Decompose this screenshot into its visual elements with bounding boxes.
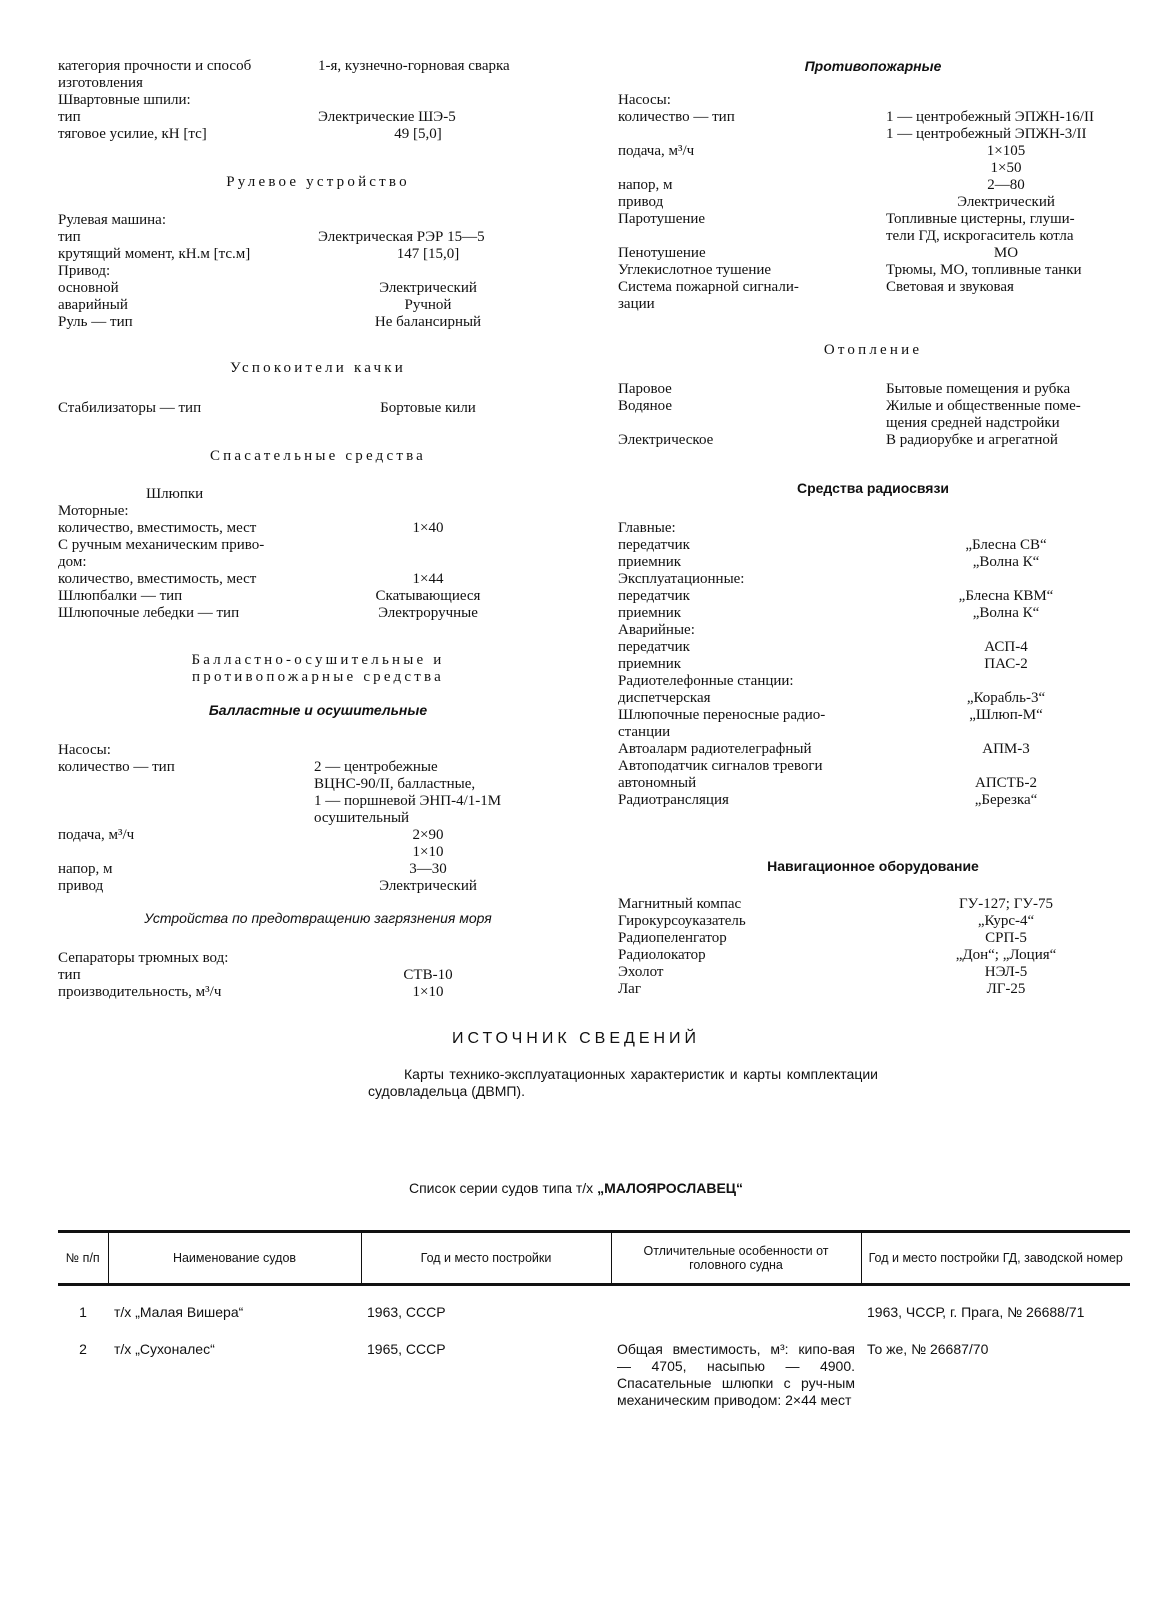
value-line: ВЦНС-90/II, балластные, [314,776,476,792]
value-line: „Березка“ [974,792,1038,808]
text-line: автономный [618,775,697,791]
value-line: АСП-4 [984,639,1028,655]
text-line: Радиопеленгатор [618,930,727,946]
series-title-name: „МАЛОЯРОСЛАВЕЦ“ [597,1180,744,1196]
text-line: Привод: [58,263,111,279]
value-line: 1×105 [986,143,1026,159]
value-line: 1 — центробежный ЭПЖН-16/II [886,109,1094,125]
text-line: напор, м [58,861,113,877]
text-line: диспетчерская [618,690,711,706]
value-line: 1×44 [412,571,444,587]
cell-engine: То же, № 26687/70 [867,1341,989,1357]
value-line: щения средней надстройки [886,415,1060,431]
table-row [58,1285,1130,1342]
text-line: Насосы: [58,742,111,758]
value-line: СТВ-10 [403,967,453,983]
text-line: привод [58,878,104,894]
value-line: ГУ-127; ГУ-75 [959,896,1053,912]
subsection-heading: Шлюпки [146,486,204,502]
text-line: передатчик [618,537,690,553]
text-line: тип [58,229,81,245]
section-heading: Спасательные средства [209,448,427,464]
source-paragraph: Карты технико-эксплуатационных характеристик и карты комплектации судовладельца (ДВМП). [368,1066,878,1099]
value-line: 1×50 [990,160,1022,176]
cell-num: 2 [79,1341,87,1357]
text-line: Рулевая машина: [58,212,166,228]
text-line: передатчик [618,639,690,655]
text-line: Радиотелефонные станции: [618,673,794,689]
cell-name: т/х „Малая Вишера“ [114,1304,244,1320]
value-line: 1-я, кузнечно-горновая сварка [318,58,510,74]
series-title-prefix: Список серии судов типа т/х [408,1180,598,1196]
value-line: АПМ-3 [982,741,1030,757]
text-line: аварийный [58,297,128,313]
section-heading: Средства радиосвязи [796,480,950,496]
value-line: 147 [15,0] [396,246,460,262]
value-line: Трюмы, МО, топливные танки [886,262,1082,278]
value-line: тели ГД, искрогаситель котла [886,228,1074,244]
text-line: Насосы: [618,92,671,108]
value-line: 1 — поршневой ЭНП-4/1-1М [314,793,502,809]
column-header: Наименование судов [108,1232,361,1285]
subsection-heading: Противопожарные [804,58,942,74]
value-line: „Корабль-3“ [966,690,1046,706]
text-line: тяговое усилие, кН [тс] [58,126,207,142]
text-line: Шлюпочные лебедки — тип [58,605,240,621]
text-line: Автоаларм радиотелеграфный [618,741,812,757]
text-line: Автоподатчик сигналов тревоги [618,758,823,774]
subsection-heading: Балластные и осушительные [208,702,428,718]
source-title: ИСТОЧНИК СВЕДЕНИЙ [451,1030,701,1047]
value-line: Электрический [957,194,1055,210]
section-heading: Отопление [823,342,923,358]
text-line: Система пожарной сигнали- [618,279,799,295]
text-line: количество — тип [618,109,735,125]
text-line: Аварийные: [618,622,695,638]
section-heading: Рулевое устройство [226,174,410,190]
source-text [368,1066,878,1100]
value-line: Бортовые кили [380,400,476,416]
cell-name: т/х „Сухоналес“ [114,1341,215,1357]
text-line: Гирокурсоуказатель [618,913,746,929]
text-line: подача, м³/ч [618,143,695,159]
text-line: Радиолокатор [618,947,706,963]
text-line: изготовления [58,75,143,91]
text-line: количество, вместимость, мест [58,520,257,536]
cell-engine: 1963, ЧССР, г. Прага, № 26688/71 [867,1304,1085,1320]
value-line: Электрический [379,878,477,894]
section-heading: противопожарные средства [192,669,444,685]
text-line: основной [58,280,119,296]
value-line: 1×40 [412,520,444,536]
column-header: Отличительные особенности от головного судна [611,1232,861,1285]
value-line: Не балансирный [374,314,482,330]
section-heading: Балластно-осушительные и [191,652,445,668]
value-line: Ручной [404,297,452,313]
cell-features: Общая вместимость, м³: кипо-вая — 4705, насыпью — 4900. Спасательные шлюпки с руч-ным механическим приводом: 2×44 мест [617,1341,855,1408]
column-header: № п/п [65,1251,100,1265]
text-line: приемник [618,605,682,621]
text-line: Пенотушение [618,245,706,261]
value-line: 1 — центробежный ЭПЖН-3/II [886,126,1087,142]
value-line: ПАС-2 [984,656,1028,672]
value-line: 3—30 [409,861,447,877]
value-line: „Дон“; „Лоция“ [955,947,1057,963]
text-line: станции [618,724,671,740]
text-line: количество, вместимость, мест [58,571,257,587]
text-line: Углекислотное тушение [618,262,772,278]
value-line: Электрические ШЭ-5 [318,109,456,125]
value-line: В радиорубке и агрегатной [886,432,1058,448]
value-line: „Шлюп-М“ [969,707,1043,723]
cell-num: 1 [79,1304,87,1320]
value-line: „Волна К“ [972,554,1040,570]
value-line: 2 — центробежные [314,759,438,775]
text-line: передатчик [618,588,690,604]
text-line: Магнитный компас [618,896,742,912]
text-line: Паротушение [618,211,706,227]
value-line: АПСТБ-2 [975,775,1037,791]
value-line: 2—80 [987,177,1025,193]
text-line: С ручным механическим приво- [58,537,265,553]
text-line: приемник [618,554,682,570]
text-line: Радиотрансляция [618,792,729,808]
text-line: Эксплуатационные: [618,571,745,587]
value-line: ЛГ-25 [986,981,1026,997]
text-line: категория прочности и способ [58,58,252,74]
text-line: тип [58,967,81,983]
table-row [58,1341,1130,1429]
value-line: „Блесна КВМ“ [958,588,1054,604]
section-heading: Успокоители качки [230,360,406,376]
text-line: Шлюпочные переносные радио- [618,707,826,723]
subsection-heading: Устройства по предотвращению загрязнения моря [144,910,492,926]
value-line: 2×90 [412,827,444,843]
column-header: Год и место постройки [361,1232,611,1285]
text-line: производительность, м³/ч [58,984,222,1000]
text-line: Шлюпбалки — тип [58,588,183,604]
series-table [58,1230,1130,1429]
cell-built: 1965, СССР [367,1341,446,1357]
text-line: Паровое [618,381,672,397]
series-list-title [0,1180,1152,1196]
value-line: 1×10 [412,984,444,1000]
text-line: Сепараторы трюмных вод: [58,950,229,966]
value-line: НЭЛ-5 [984,964,1028,980]
cell-built: 1963, СССР [367,1304,446,1320]
value-line: Электрический [379,280,477,296]
value-line: СРП-5 [985,930,1027,946]
value-line: „Блесна СВ“ [965,537,1047,553]
text-line: крутящий момент, кН.м [тс.м] [58,246,251,262]
value-line: МО [993,245,1019,261]
text-line: приемник [618,656,682,672]
text-line: Стабилизаторы — тип [58,400,202,416]
value-line: осушительный [314,810,410,826]
text-line: Лаг [618,981,641,997]
text-line: Электрическое [618,432,714,448]
text-line: тип [58,109,81,125]
text-line: Руль — тип [58,314,133,330]
section-heading: Навигационное оборудование [767,858,979,874]
text-line: зации [618,296,655,312]
text-line: Эхолот [618,964,664,980]
text-line: Главные: [618,520,676,536]
column-header: Год и место постройки ГД, заводской номер [861,1232,1130,1285]
value-line: Скатывающиеся [375,588,481,604]
value-line: Бытовые помещения и рубка [886,381,1071,397]
text-line: Водяное [618,398,672,414]
text-line: подача, м³/ч [58,827,135,843]
text-line: напор, м [618,177,673,193]
cell-features [611,1285,861,1342]
value-line: Электрическая РЭР 15—5 [318,229,485,245]
text-line: количество — тип [58,759,175,775]
table-header-row [58,1232,1130,1285]
value-line: Топливные цистерны, глуши- [886,211,1075,227]
value-line: „Волна К“ [972,605,1040,621]
value-line: Электроручные [378,605,478,621]
value-line: Световая и звуковая [886,279,1014,295]
value-line: 1×10 [412,844,444,860]
text-line: привод [618,194,664,210]
text-line: Швартовные шпили: [58,92,191,108]
text-line: Моторные: [58,503,129,519]
value-line: 49 [5,0] [394,126,442,142]
value-line: Жилые и общественные поме- [886,398,1081,414]
text-line: дом: [58,554,87,570]
value-line: „Курс-4“ [977,913,1035,929]
